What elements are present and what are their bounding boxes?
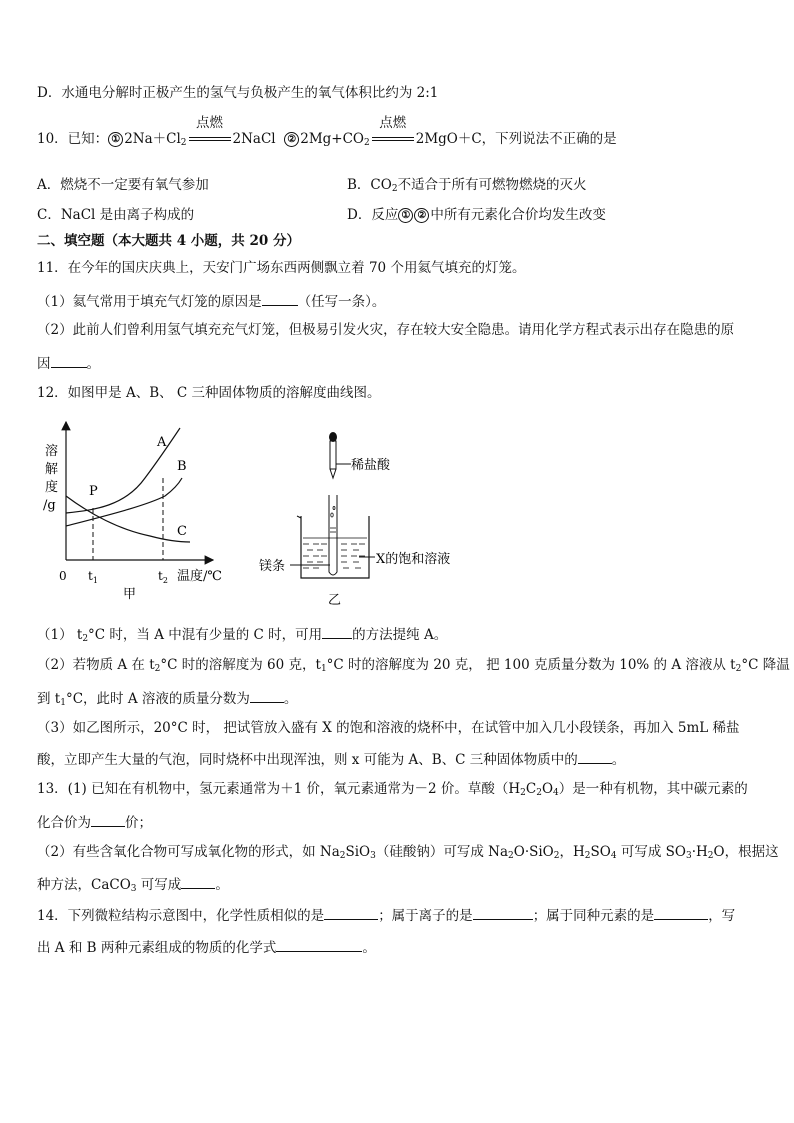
y-label-2: 解 [45, 462, 59, 477]
q10-option-a: A．燃烧不一定要有氧气参加 [37, 177, 209, 193]
answer-blank[interactable] [276, 937, 362, 952]
answer-blank[interactable] [473, 905, 533, 920]
answer-blank[interactable] [181, 874, 215, 889]
q9-option-d: D．水通电分解时正极产生的氢气与负极产生的氧气体积比约为 2:1 [37, 85, 439, 101]
answer-blank[interactable] [51, 353, 87, 368]
curve-label-b: B [177, 459, 187, 474]
q13-line1: 13．(1) 已知在有机物中，氢元素通常为＋1 价，氧元素通常为－2 价。草酸$(H_2C_2O_4)$是一种有机物，其中碳元素的 [37, 781, 748, 798]
x-axis-label: 温度/℃ [177, 569, 222, 584]
curve-label-c: C [177, 524, 187, 539]
q11-part2-line2: 因 。 [37, 353, 764, 373]
q13-line2: 化合价为 价； [37, 812, 764, 832]
dropper-body [330, 441, 336, 469]
answer-blank[interactable] [578, 749, 612, 764]
q11-stem: 11．在今年的国庆庆典上，天安门广场东西两侧飘立着 70 个用氦气填充的灯笼。 [37, 260, 526, 276]
circle-number-2: ② [284, 132, 299, 147]
origin-label: 0 [59, 569, 67, 583]
q13-line3: （2）有些含氧化合物可写成氧化物的形式，如 $Na_2SiO_3$（硅酸钠）可写成 $Na_2O\cdot SiO_2$，$H_2SO_4$ 可写成 $SO_3\cdot H_2O$，根据这 [37, 844, 779, 861]
answer-blank[interactable] [262, 291, 298, 306]
q12-part3-line1: （3）如乙图所示，20°C 时， 把试管放入盛有 X 的饱和溶液的烧杯中，在试管中加入几小段镁条，再加入 5mL 稀盐 [37, 720, 740, 736]
y-label-1: 溶 [45, 444, 59, 459]
point-p-label: P [89, 484, 98, 499]
beaker-experiment-figure [255, 426, 470, 608]
q10-option-c: C．NaCl 是由离子构成的 [37, 207, 195, 223]
t1-label: $t_1$ [88, 569, 98, 585]
q12-part1: （1） $t_2^\circ C$ 时，当 A 中混有少量的 C 时，可用 的方法提纯 A。 [37, 624, 764, 644]
figure-caption-yi: 乙 [328, 593, 342, 608]
q12-stem: 12．如图甲是 A、B、 C 三种固体物质的溶解度曲线图。 [37, 385, 381, 401]
q14-line1: 14．下列微粒结构示意图中，化学性质相似的是 ；属于离子的是 ；属于同种元素的是 ，写 [37, 905, 764, 925]
q10-options-row-2 [37, 206, 764, 224]
t2-label: $t_2$ [158, 569, 168, 585]
answer-blank[interactable] [324, 905, 378, 920]
q11-part1: （1）氦气常用于填充气灯笼的原因是 （任写一条）。 [37, 291, 764, 311]
curve-c [66, 496, 190, 542]
circle-number-1: ① [108, 132, 123, 147]
q14-line2: 出 A 和 B 两种元素组成的物质的化学式 。 [37, 937, 764, 957]
q12-part3-line2: 酸，立即产生大量的气泡，同时烧杯中出现浑浊，则 x 可能为 A、B、C 三种固体物质中的 。 [37, 749, 764, 769]
q12-part2-line1: （2）若物质 A 在 $t_2^\circ C$ 时的溶解度为 60 克，$t_1^\circ C$ 时的溶解度为 20 克， 把 100 克质量分数为 10% 的 A 溶液从 $t_2^\circ C$ 降温 [37, 657, 790, 674]
label-acid: 稀盐酸 [351, 458, 391, 473]
label-solution: X的饱和溶液 [376, 552, 451, 567]
answer-blank[interactable] [91, 812, 125, 827]
answer-blank[interactable] [250, 688, 284, 703]
reaction-arrow-2: 点燃 [370, 130, 416, 148]
q10-option-d: D．反应 ① ② 中所有元素化合价均发生改变 [347, 207, 606, 223]
dropper-tip [330, 469, 336, 478]
q13-line4: 种方法，CaCO$_3$ 可写成 。 [37, 874, 764, 894]
section-title: 二、填空题（本大题共 4 小题，共 20 分） [37, 233, 300, 249]
y-label-3: 度 [45, 480, 59, 495]
answer-blank[interactable] [322, 624, 352, 639]
label-mg: 镁条 [259, 559, 286, 574]
q12-part2-line2: 到 $t_1^\circ C$，此时 A 溶液的质量分数为 。 [37, 688, 764, 708]
q10-option-b: B．$CO_2$不适合于所有可燃物燃烧的灭火 [347, 177, 587, 194]
figure-caption-jia: 甲 [123, 587, 137, 602]
beaker [301, 516, 369, 578]
bubble [333, 506, 335, 509]
reaction-arrow-1: 点燃 [187, 130, 233, 148]
q11-part2-line1: （2）此前人们曾利用氢气填充充气灯笼，但极易引发火灾，存在较大安全隐患。请用化学方程式表示出存在隐患的原 [37, 322, 735, 338]
solution-hatching [303, 538, 367, 568]
q10-stem: 10．已知： ① $2Na+Cl_2$ 点燃 2NaCl ② $2Mg+CO_2$ 点燃 2MgO＋C，下列说法不正确的是 [37, 115, 617, 148]
solubility-curve-figure [35, 418, 235, 603]
q10-options-row-1 [37, 176, 764, 194]
curve-label-a: A [157, 435, 167, 450]
curve-b [66, 478, 182, 526]
answer-blank[interactable] [654, 905, 708, 920]
y-label-4: /g [43, 498, 56, 513]
bubble [331, 513, 333, 517]
